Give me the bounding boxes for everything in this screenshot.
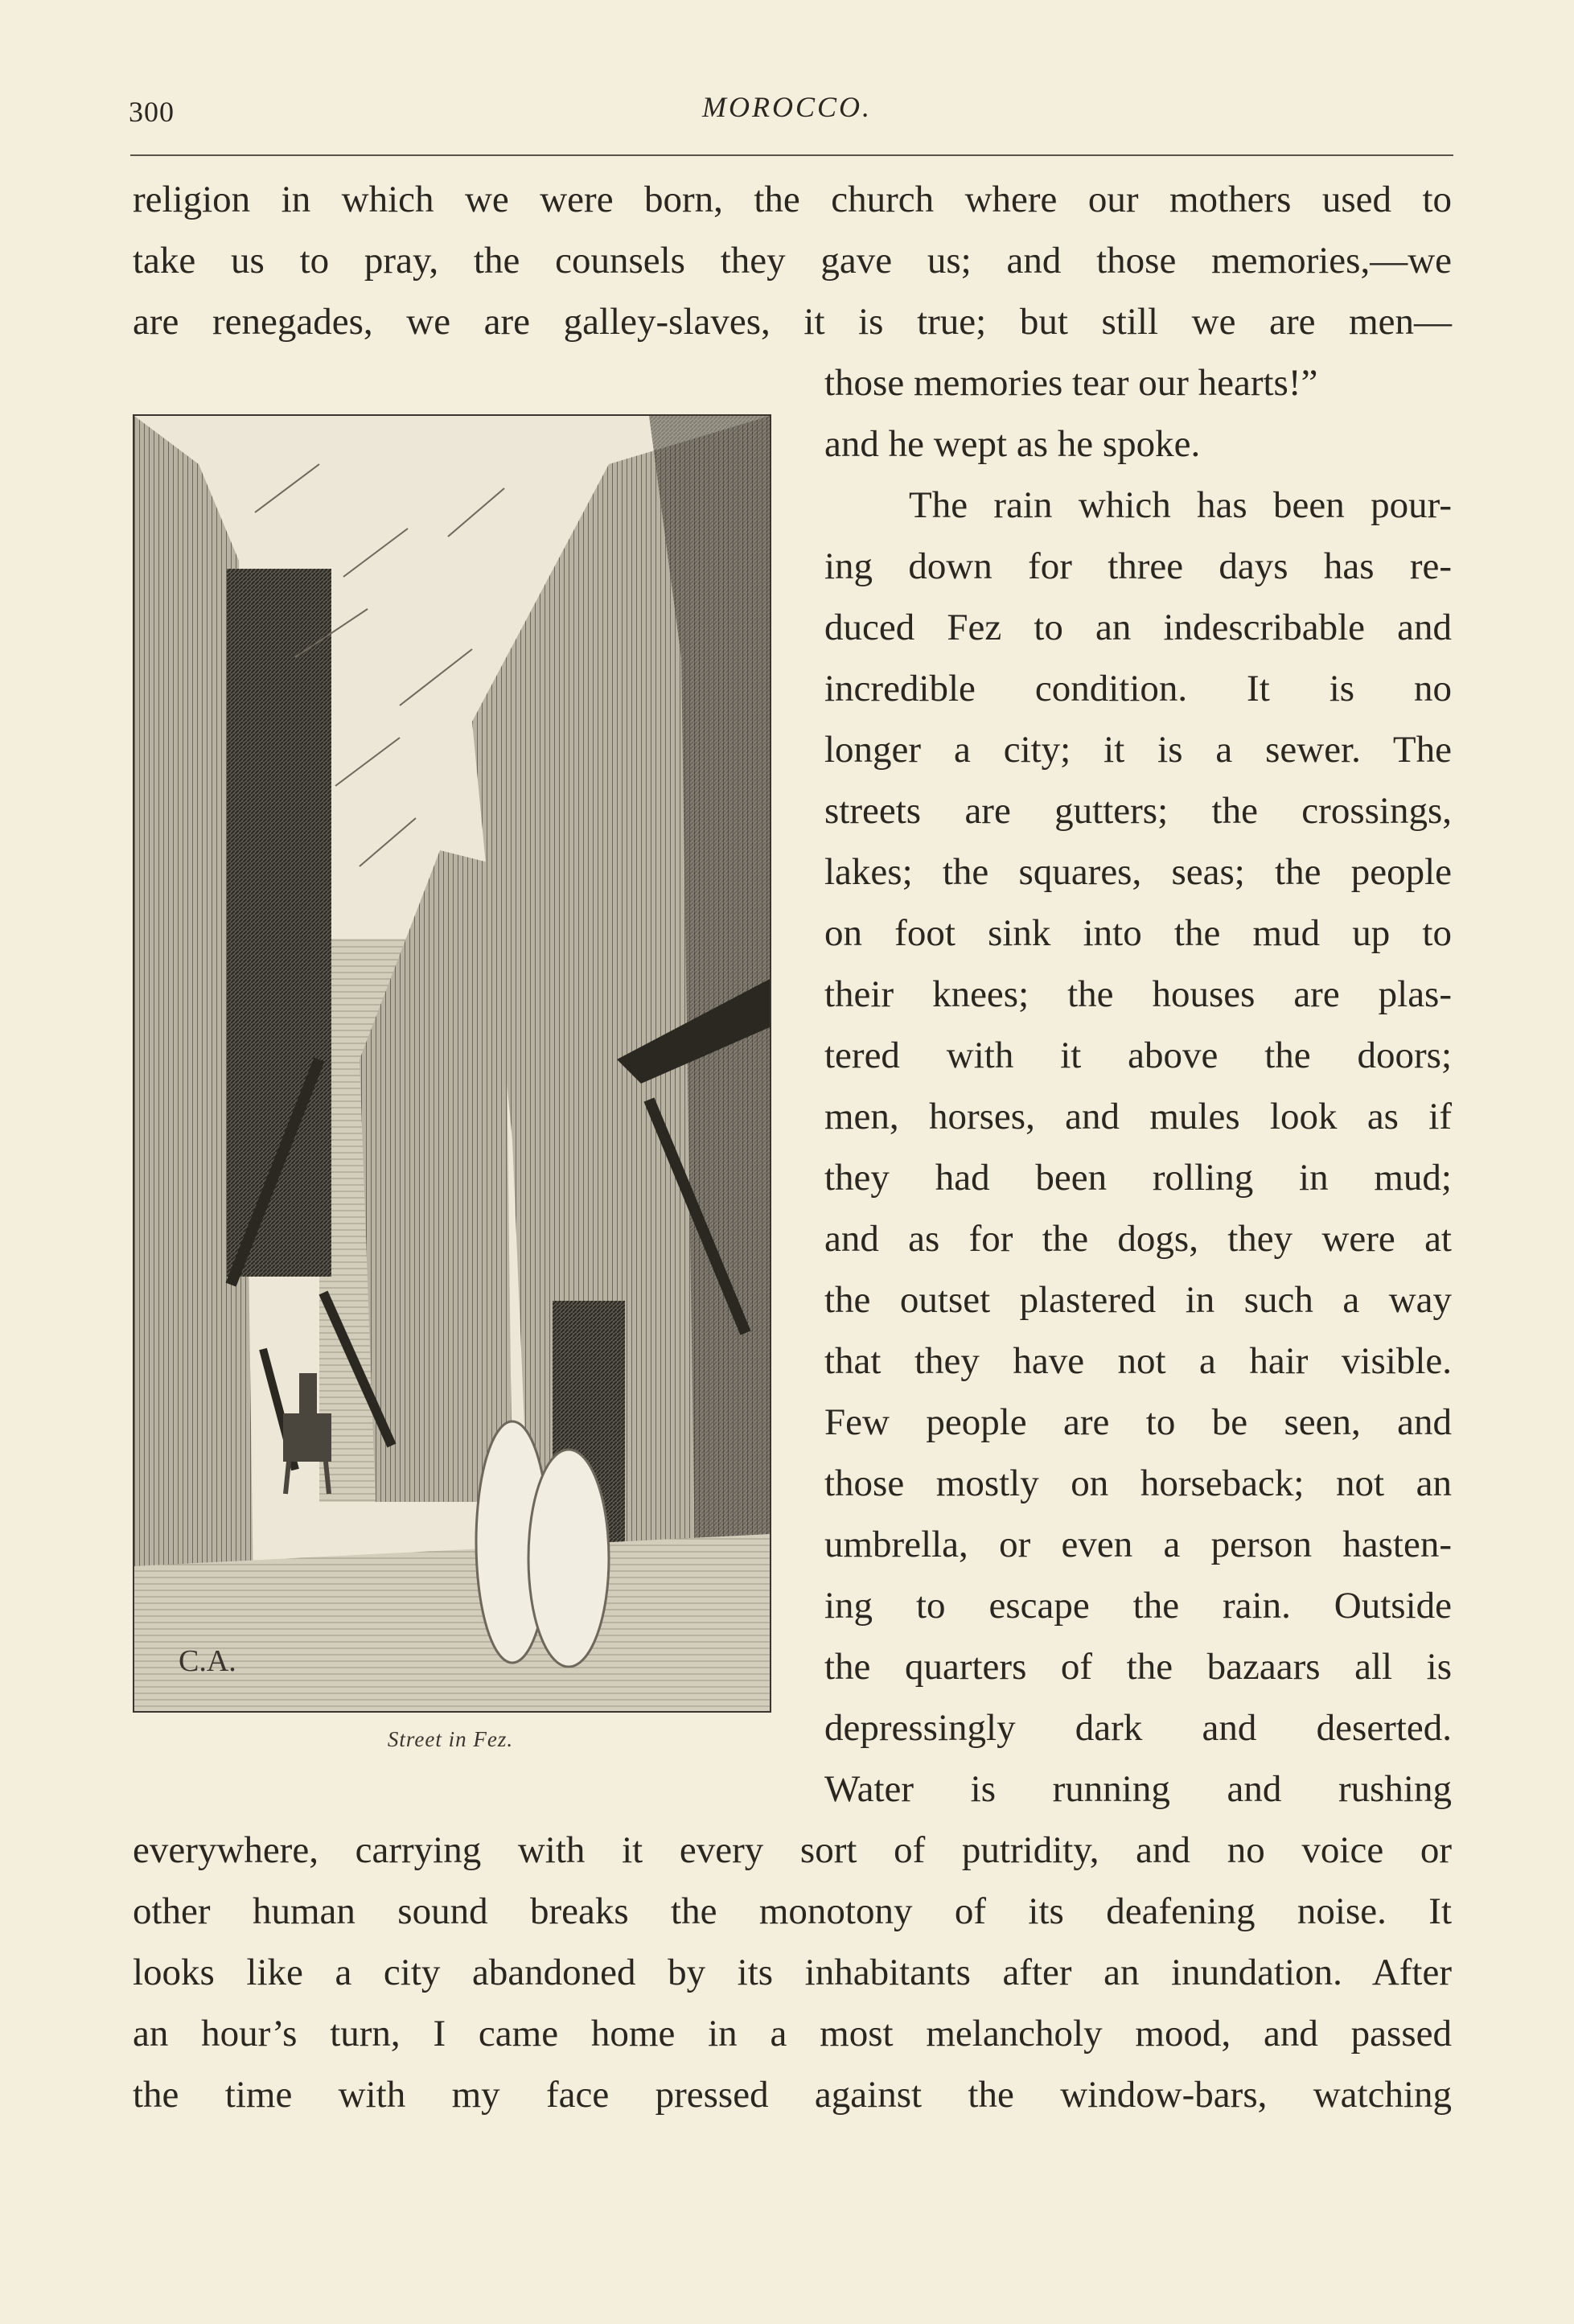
text-line: streets are gutters; the crossings, [824,790,1452,832]
text-line: tered with it above the doors; [824,1034,1452,1076]
text-line: and as for the dogs, they were at [824,1218,1452,1260]
engraving-street-scene-icon [134,416,770,1711]
page-number: 300 [129,96,175,128]
text-line: religion in which we were born, the church where our mothers used to [133,179,1452,220]
text-line: umbrella, or even a person hasten- [824,1524,1452,1565]
engraver-signature: C.A. [179,1644,236,1678]
text-line: those mostly on horseback; not an [824,1462,1452,1504]
text-line: duced Fez to an indescribable and [824,607,1452,648]
text-line: those memories tear our hearts!” [824,362,1318,404]
text-line: Few people are to be seen, and [824,1401,1452,1443]
text-line: that they have not a hair visible. [824,1340,1452,1382]
text-line: other human sound breaks the monotony of its deafening noise. It [133,1890,1452,1932]
text-line: looks like a city abandoned by its inhabitants after an inundation. After [133,1952,1452,1993]
text-line: and he wept as he spoke. [824,423,1201,465]
text-line: their knees; the houses are plas- [824,973,1452,1015]
text-line: Water is running and rushing [824,1768,1452,1810]
text-line: take us to pray, the counsels they gave us; and those memories,—we [133,240,1452,282]
text-line: an hour’s turn, I came home in a most melancholy mood, and passed [133,2013,1452,2055]
header-rule [130,154,1453,156]
text-line: men, horses, and mules look as if [824,1096,1452,1137]
paragraph-first-line: The rain which has been pour- [909,484,1452,526]
running-title: MOROCCO. [702,91,872,123]
text-line: incredible condition. It is no [824,668,1452,710]
text-line: ing to escape the rain. Outside [824,1585,1452,1627]
text-line: everywhere, carrying with it every sort of putridity, and no voice or [133,1829,1452,1871]
figure-caption: Street in Fez. [387,1727,514,1751]
text-line: they had been rolling in mud; [824,1157,1452,1199]
text-line: are renegades, we are galley-slaves, it is true; but still we are men— [133,301,1452,343]
text-line: the time with my face pressed against the window-bars, watching [133,2074,1452,2116]
text-line: depressingly dark and deserted. [824,1707,1452,1749]
text-line: longer a city; it is a sewer. The [824,729,1452,771]
text-line: ing down for three days has re- [824,545,1452,587]
text-line: the quarters of the bazaars all is [824,1646,1452,1688]
illustration-street-in-fez [133,414,771,1713]
text-line: on foot sink into the mud up to [824,912,1452,954]
text-line: lakes; the squares, seas; the people [824,851,1452,893]
text-line: the outset plastered in such a way [824,1279,1452,1321]
